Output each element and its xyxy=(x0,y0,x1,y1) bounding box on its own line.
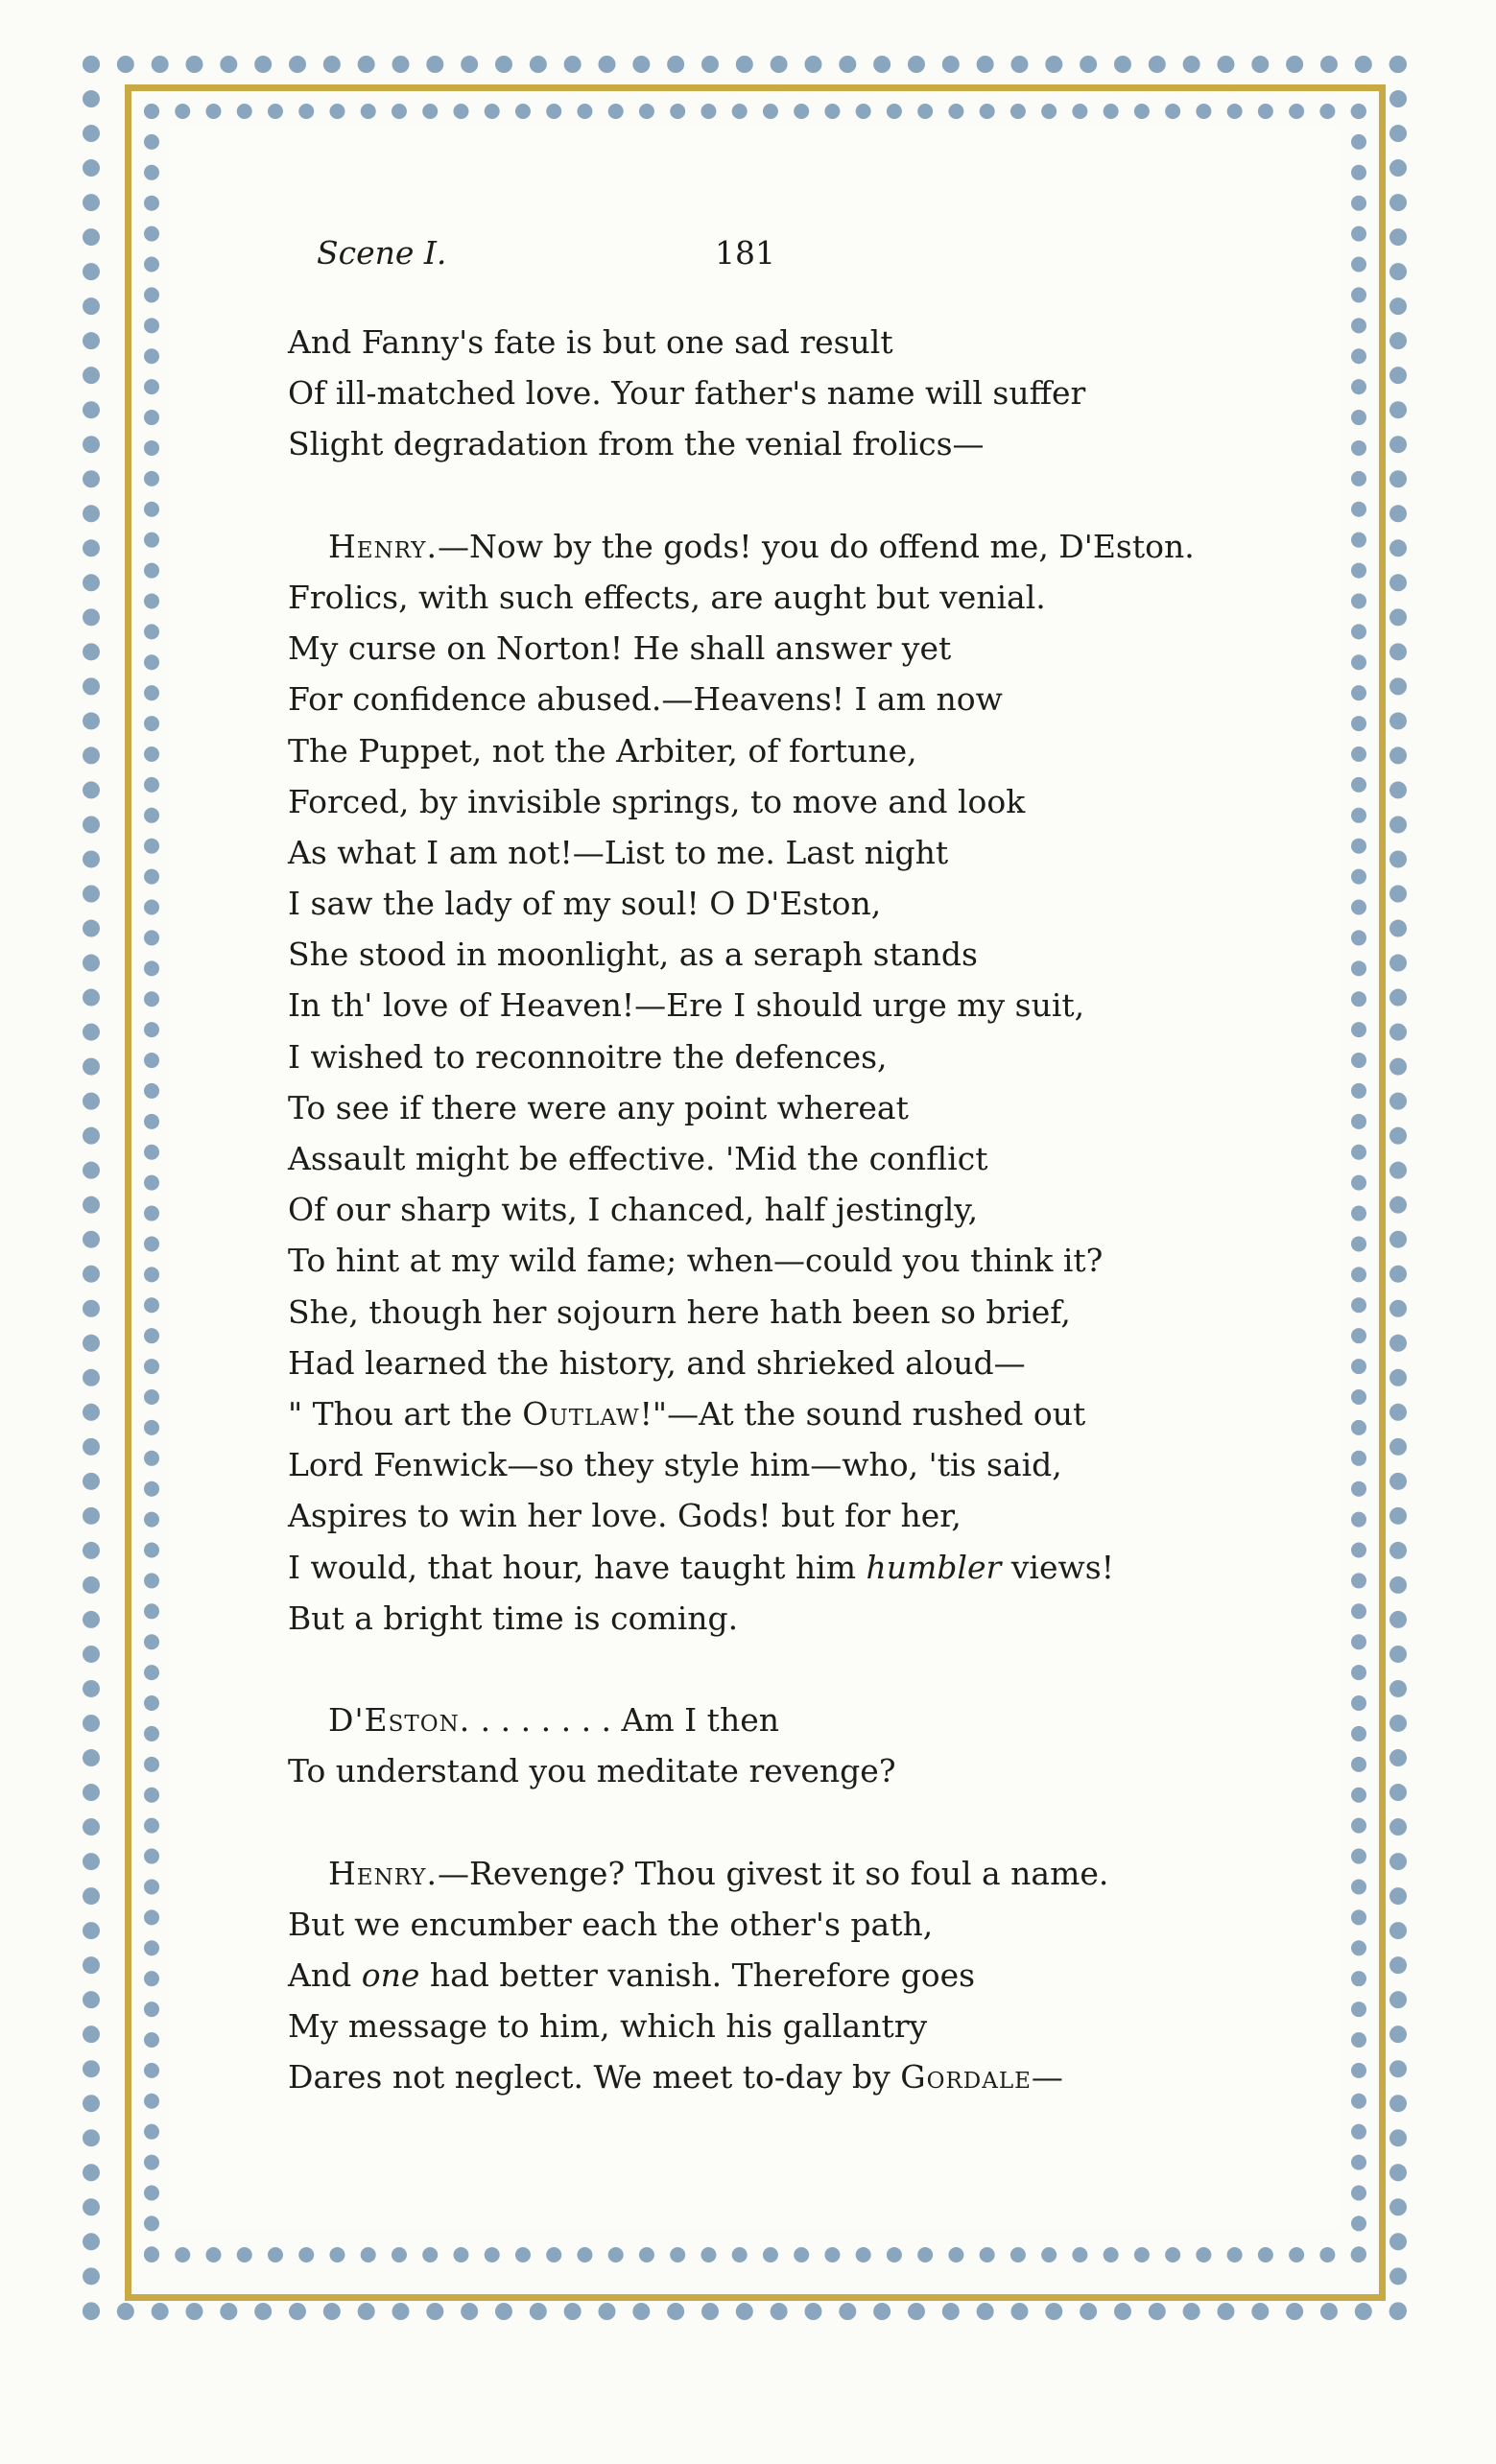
verse-fragment: And xyxy=(288,1956,362,1994)
verse-fragment: !"—At the sound rushed out xyxy=(639,1394,1086,1433)
verse-line: I saw the lady of my soul! O D'Eston, xyxy=(288,885,882,923)
verse-line: To see if there were any point whereat xyxy=(288,1088,909,1126)
italic-word: one xyxy=(361,1956,420,1994)
verse-line: Lord Fenwick—so they style him—who, 'tis said, xyxy=(288,1446,1062,1484)
verse-line: To understand you meditate revenge? xyxy=(288,1752,896,1790)
verse-fragment: I would, that hour, have taught him xyxy=(288,1548,867,1586)
verse-fragment: — xyxy=(1031,2058,1063,2097)
verse-text xyxy=(288,317,1267,2103)
scene-label: Scene I. xyxy=(317,234,447,272)
verse-line: My curse on Norton! He shall answer yet xyxy=(288,629,952,668)
page-number: 181 xyxy=(715,234,775,272)
stanza-gap xyxy=(288,470,1267,521)
verse-line: She, though her sojourn here hath been so brief, xyxy=(288,1292,1071,1331)
stanza-gap xyxy=(288,1796,1267,1847)
verse-line xyxy=(288,2051,1267,2102)
verse-line: But we encumber each the other's path, xyxy=(288,1905,934,1943)
speaker-name: Henry. xyxy=(328,1854,438,1892)
verse-line: Slight degradation from the venial frolics— xyxy=(288,425,985,463)
speech-text: —Now by the gods! you do offend me, D'Eston. xyxy=(437,527,1195,565)
verse-line: And Fanny's fate is but one sad result xyxy=(288,323,893,361)
speaker-name: D'Eston. xyxy=(328,1701,471,1740)
verse-line: Aspires to win her love. Gods! but for her, xyxy=(288,1497,962,1535)
speaker-name: Henry. xyxy=(328,527,438,565)
verse-line: The Puppet, not the Arbiter, of fortune, xyxy=(288,731,917,770)
verse-line: I wished to reconnoitre the defences, xyxy=(288,1037,888,1076)
verse-line: Of our sharp wits, I chanced, half jestingly, xyxy=(288,1191,979,1229)
verse-line xyxy=(288,1950,1267,2001)
stanza-gap xyxy=(288,1644,1267,1694)
verse-line: Frolics, with such effects, are aught but venial. xyxy=(288,578,1046,616)
verse-fragment: " Thou art the xyxy=(288,1394,523,1433)
verse-line: Forced, by invisible springs, to move and look xyxy=(288,782,1026,820)
verse-fragment: Dares not neglect. We meet to-day by xyxy=(288,2058,901,2097)
verse-line: Of ill-matched love. Your father's name will suffer xyxy=(288,374,1086,413)
speech-text: Am I then xyxy=(621,1701,779,1740)
verse-line: But a bright time is coming. xyxy=(288,1599,739,1637)
verse-fragment: views! xyxy=(1001,1548,1114,1586)
verse-line xyxy=(288,1388,1267,1439)
verse-line: She stood in moonlight, as a seraph stands xyxy=(288,936,978,974)
speech-line xyxy=(288,1694,1267,1745)
speech-line xyxy=(288,521,1267,572)
speech-line xyxy=(288,1848,1267,1899)
verse-line: To hint at my wild fame; when—could you think it? xyxy=(288,1242,1104,1280)
verse-line: For confidence abused.—Heavens! I am now xyxy=(288,680,1003,719)
verse-line xyxy=(288,1542,1267,1593)
italic-word: humbler xyxy=(866,1548,1002,1586)
verse-fragment: had better vanish. Therefore goes xyxy=(419,1956,976,1994)
running-header xyxy=(317,234,892,282)
verse-line: My message to him, which his gallantry xyxy=(288,2007,928,2046)
verse-line: In th' love of Heaven!—Ere I should urge my suit, xyxy=(288,986,1085,1025)
verse-line: Assault might be effective. 'Mid the conflict xyxy=(288,1140,988,1177)
verse-line: Had learned the history, and shrieked aloud— xyxy=(288,1343,1026,1382)
small-caps-word: Outlaw xyxy=(522,1394,640,1433)
speech-text: —Revenge? Thou givest it so foul a name. xyxy=(437,1854,1109,1892)
small-caps-word: Gordale xyxy=(900,2058,1032,2097)
ellipsis: . . . . . . . xyxy=(470,1701,622,1740)
verse-line: As what I am not!—List to me. Last night xyxy=(288,833,949,871)
